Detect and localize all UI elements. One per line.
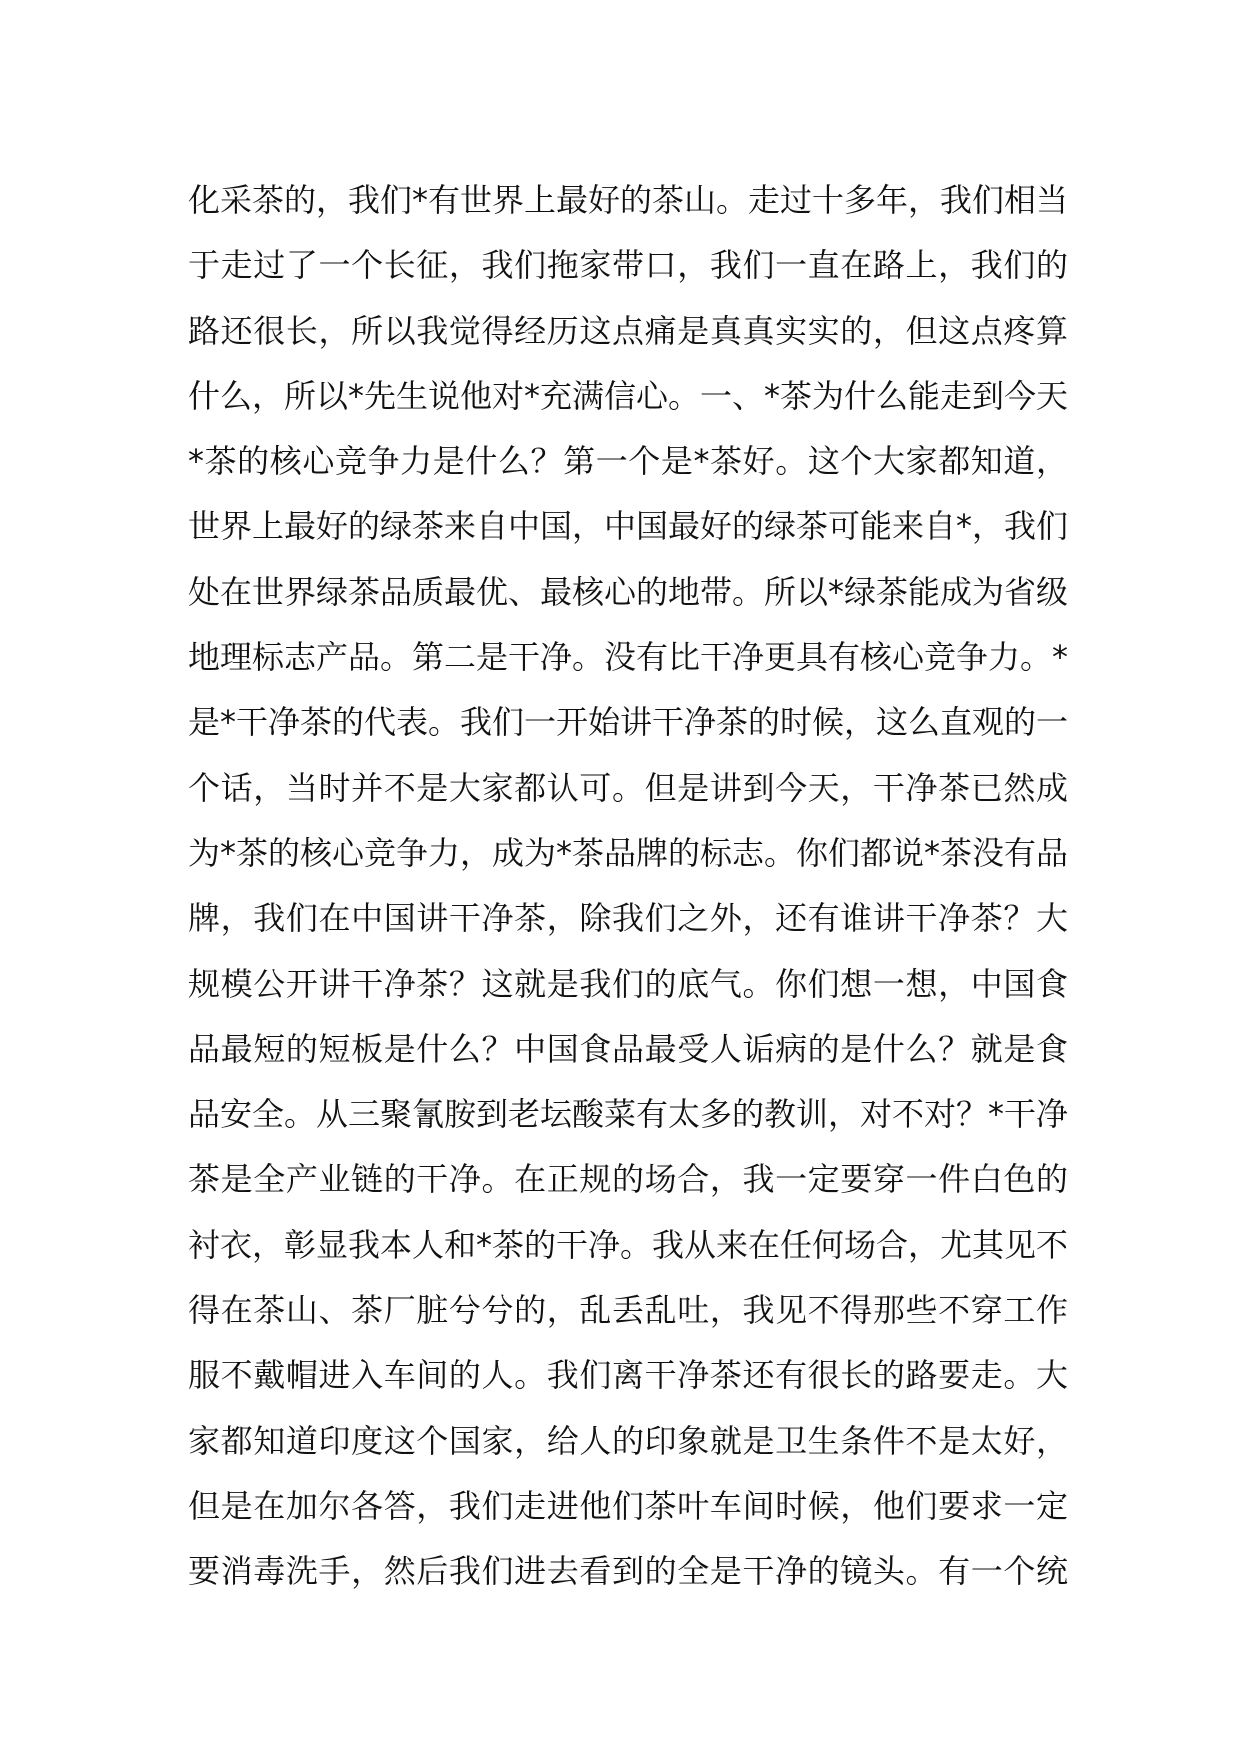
text-line: 要消毒洗手，然后我们进去看到的全是干净的镜头。有一个统 <box>188 1552 1068 1591</box>
text-line: 茶是全产业链的干净。在正规的场合，我一定要穿一件白色的 <box>188 1160 1068 1199</box>
text-line: 于走过了一个长征，我们拖家带口，我们一直在路上，我们的 <box>188 246 1068 285</box>
text-line: 家都知道印度这个国家，给人的印象就是卫生条件不是太好， <box>188 1421 1068 1460</box>
text-line: 品最短的短板是什么？中国食品最受人诟病的是什么？就是食 <box>188 1029 1068 1068</box>
text-line: 但是在加尔各答，我们走进他们茶叶车间时候，他们要求一定 <box>188 1486 1068 1525</box>
text-line: 什么，所以*先生说他对*充满信心。一、*茶为什么能走到今天 <box>188 376 1068 415</box>
text-line: 服不戴帽进入车间的人。我们离干净茶还有很长的路要走。大 <box>188 1356 1068 1395</box>
text-line: 品安全。从三聚氰胺到老坛酸菜有太多的教训，对不对？*干净 <box>188 1095 1068 1134</box>
text-line: 是*干净茶的代表。我们一开始讲干净茶的时候，这么直观的一 <box>188 703 1068 742</box>
text-line: 为*茶的核心竞争力，成为*茶品牌的标志。你们都说*茶没有品 <box>188 833 1068 872</box>
text-line: 衬衣，彰显我本人和*茶的干净。我从来在任何场合，尤其见不 <box>188 1225 1068 1264</box>
text-line: 处在世界绿茶品质最优、最核心的地带。所以*绿茶能成为省级 <box>188 572 1068 611</box>
text-line: 规模公开讲干净茶？这就是我们的底气。你们想一想，中国食 <box>188 964 1068 1003</box>
text-line: 地理标志产品。第二是干净。没有比干净更具有核心竞争力。* <box>188 638 1068 677</box>
text-line: 世界上最好的绿茶来自中国，中国最好的绿茶可能来自*，我们 <box>188 507 1068 546</box>
text-line: 牌，我们在中国讲干净茶，除我们之外，还有谁讲干净茶？大 <box>188 899 1068 938</box>
text-line: 化采茶的，我们*有世界上最好的茶山。走过十多年，我们相当 <box>188 181 1068 219</box>
text-line: 个话，当时并不是大家都认可。但是讲到今天，干净茶已然成 <box>188 768 1068 807</box>
body-text <box>188 168 1068 1605</box>
text-line: 路还很长，所以我觉得经历这点痛是真真实实的，但这点疼算 <box>188 311 1068 350</box>
text-line: 得在茶山、茶厂脏兮兮的，乱丢乱吐，我见不得那些不穿工作 <box>188 1291 1068 1330</box>
text-line: *茶的核心竞争力是什么？第一个是*茶好。这个大家都知道， <box>188 442 1068 481</box>
